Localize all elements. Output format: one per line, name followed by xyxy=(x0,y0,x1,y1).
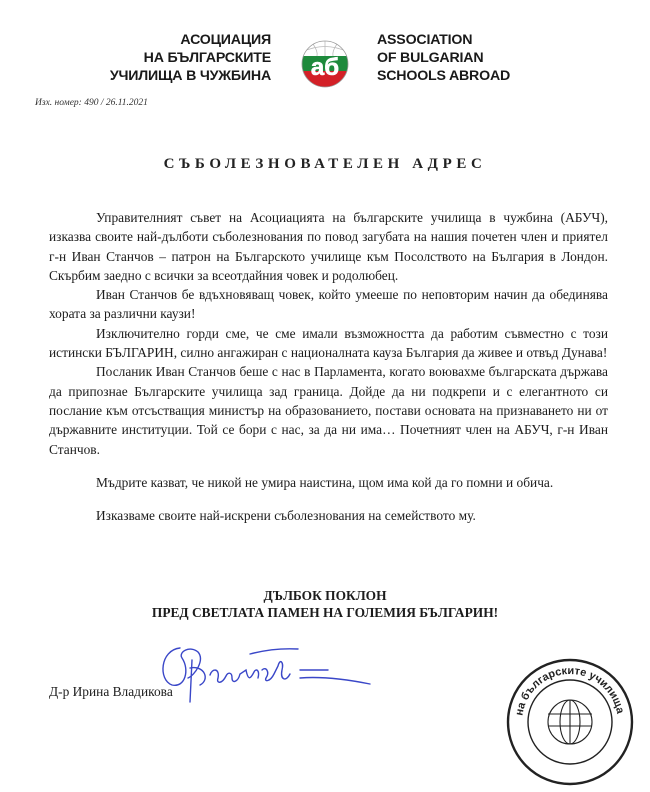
logo-text: аб xyxy=(310,54,340,81)
closing-line: ДЪЛБОК ПОКЛОН xyxy=(263,588,387,603)
paragraph: Изключително горди сме, че сме имали възможността да работим съвместно с този истински БЪЛГАРИН, силно ангажиран с националната кауза България да живее и отвъд Дунава! xyxy=(49,325,608,361)
paragraph: Управителният съвет на Асоциацията на българските училища в чужбина (АБУЧ), изказва своите най-дълботи съболезнования по повод загубата на нашия почетен член и приятел г-н Иван Станчов – патрон на Българското училище към Посолството на България в Лондон. Скърбим заедно с всички за всеотдайния човек и родолюбец. xyxy=(49,210,608,283)
closing-line: ПРЕД СВЕТЛАТА ПАМЕН НА ГОЛЕМИЯ БЪЛГАРИН! xyxy=(151,605,499,620)
signature-icon xyxy=(150,640,380,707)
abuch-logo-icon xyxy=(300,39,350,89)
quote: Мъдрите казват, че никой не умира наистина, щом има кой да го помни и обича. xyxy=(96,474,554,490)
org-name-bg-line: НА БЪЛГАРСКИТЕ xyxy=(143,50,271,66)
org-name-bulgarian xyxy=(110,31,271,85)
org-name-bg-line: УЧИЛИЩА В ЧУЖБИНА xyxy=(109,68,271,84)
official-stamp-icon xyxy=(500,652,640,792)
org-name-en-line: ASSOCIATION xyxy=(377,32,473,48)
letter-body xyxy=(49,208,608,525)
paragraph: Посланик Иван Станчов беше с нас в Парламента, когато воювахме българската държава да припознае Българските училища зад граница. Дойде да ни подкрепи и с елегантното си послание към отсъстващия министър на образованието, постави основата на признаването ни от държавните институции. Той се бори с нас, за да ни има… Почетният член на АБУЧ, г-н Иван Станчов. xyxy=(49,364,608,457)
condolence-line: Изказваме своите най-искрени съболезнования на семейството му. xyxy=(96,508,476,524)
paragraph: Иван Станчов бе вдъхновяващ човек, който умееше по неповторим начин да обединява хората за различни каузи! xyxy=(49,287,608,322)
reference-number: Изх. номер: 490 / 26.11.2021 xyxy=(35,98,148,108)
org-name-english xyxy=(377,31,510,85)
closing-statement xyxy=(0,587,650,621)
org-name-bg-line: АСОЦИАЦИЯ xyxy=(180,32,271,48)
signer-name: Д-р Ирина Владикова xyxy=(49,684,173,699)
org-name-en-line: SCHOOLS ABROAD xyxy=(377,68,511,84)
letterhead xyxy=(0,31,650,87)
stamp-text: на българските училища xyxy=(513,664,627,717)
org-name-en-line: OF BULGARIAN xyxy=(377,50,484,66)
document-title: СЪБОЛЕЗНОВАТЕЛЕН АДРЕС xyxy=(163,156,487,172)
